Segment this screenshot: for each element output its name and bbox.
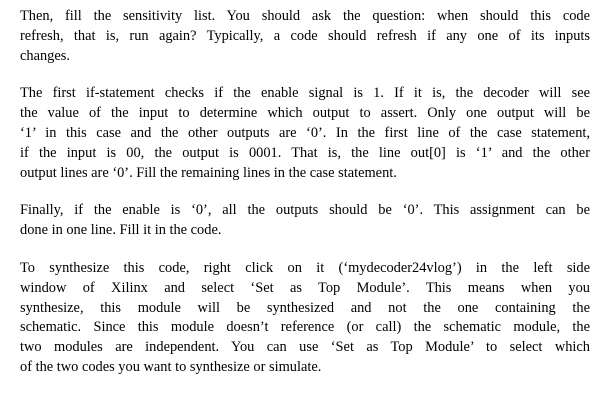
paragraph-synthesize <box>20 259 590 378</box>
text-line: refresh, that is, run again? Typically, a code should refresh if any one of its inputs <box>20 27 590 44</box>
paragraph-enable-zero <box>20 201 590 241</box>
paragraph-sensitivity-list <box>20 7 590 66</box>
text-line: schematic. Since this module doesn’t reference (or call) the schematic module, the <box>20 319 590 336</box>
text-line: Finally, if the enable is ‘0’, all the outputs should be ‘0’. This assignment can be <box>20 202 590 219</box>
text-line: the value of the input to determine which output to assert. Only one output will be <box>20 105 590 122</box>
text-line: if the input is 00, the output is 0001. That is, the line out[0] is ‘1’ and the other <box>20 144 590 161</box>
text-line: changes. <box>20 47 70 64</box>
text-line: output lines are ‘0’. Fill the remaining lines in the case statement. <box>20 164 397 181</box>
text-line: window of Xilinx and select ‘Set as Top Module’. This means when you <box>20 279 590 296</box>
text-line: ‘1’ in this case and the other outputs are ‘0’. In the first line of the case statement, <box>20 124 590 141</box>
document-body <box>20 7 590 396</box>
text-line: synthesize, this module will be synthesized and not the one containing the <box>20 299 590 316</box>
text-line: two modules are independent. You can use ‘Set as Top Module’ to select which <box>20 339 590 356</box>
text-line: The first if-statement checks if the enable signal is 1. If it is, the decoder will see <box>20 85 590 102</box>
text-line: done in one line. Fill it in the code. <box>20 222 222 239</box>
paragraph-if-statement <box>20 84 590 183</box>
text-line: To synthesize this code, right click on it (‘mydecoder24vlog’) in the left side <box>20 259 590 276</box>
text-line: Then, fill the sensitivity list. You should ask the question: when should this code <box>20 8 590 24</box>
text-line: of the two codes you want to synthesize or simulate. <box>20 358 322 375</box>
